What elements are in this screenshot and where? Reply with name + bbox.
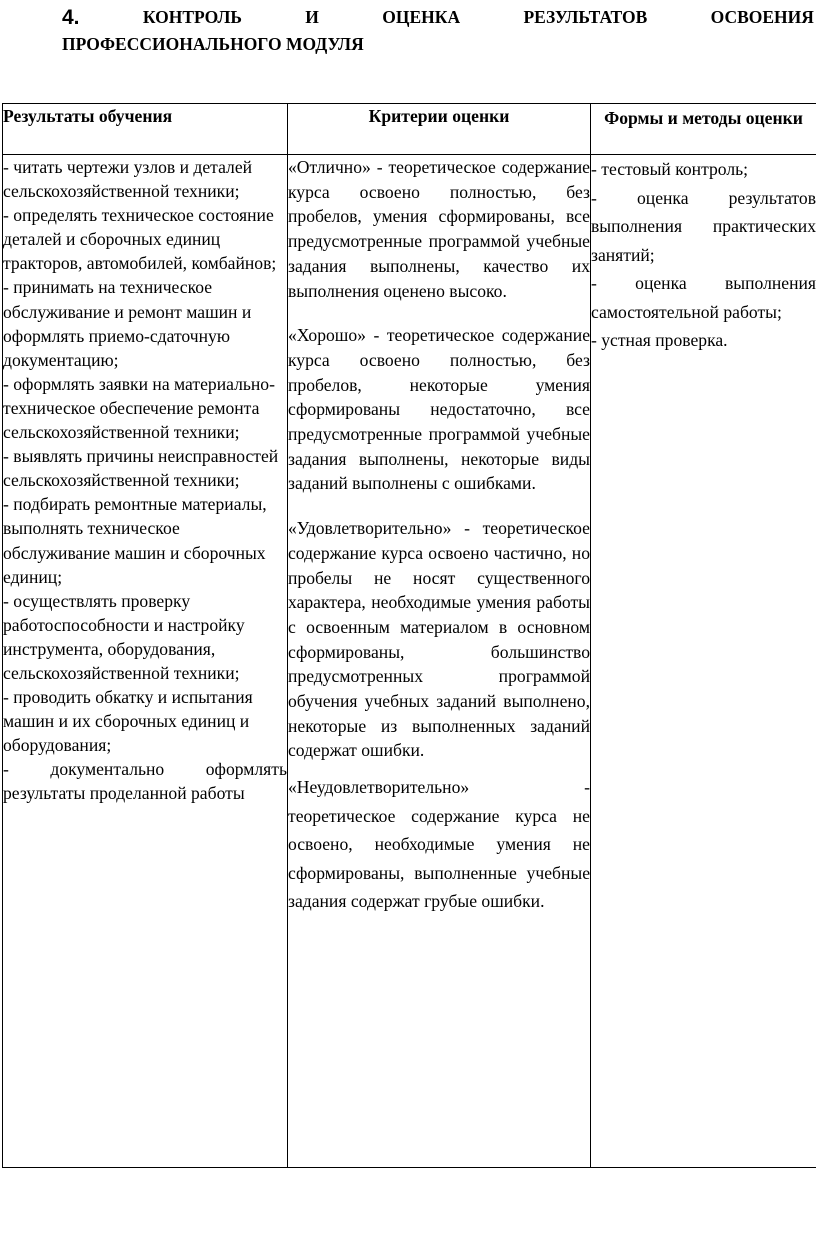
header-criteria: Критерии оценки: [288, 104, 591, 155]
heading-word: РЕЗУЛЬТАТОВ: [523, 7, 648, 27]
result-item: - подбирать ремонтные материалы, выполнять техническое обслуживание машин и сборочных единиц;: [3, 494, 267, 587]
criteria-excellent: «Отлично» - теоретическое содержание курса освоено полностью, без пробелов, умения сформированы, все предусмотренные программой учебные задания выполнены, качество их выполнения оценено высоко.: [288, 157, 590, 301]
table-header-row: [3, 104, 816, 155]
forms-cell: [591, 155, 816, 1168]
result-item: - оформлять заявки на материально-техническое обеспечение ремонта сельскохозяйственной техники;: [3, 373, 275, 443]
results-cell: [3, 155, 288, 1168]
criteria-satisfactory: «Удовлетворительно» - теоретическое содержание курса освоено частично, но пробелы не носят существенного характера, необходимые умения работы с освоенным материалом в основном сформированы, большинство предусмотренных программой обучения учебных заданий выполнено, некоторые из выполненных заданий содержат ошибки.: [288, 518, 590, 761]
heading-word: И: [305, 7, 319, 27]
assessment-table: [2, 103, 816, 1168]
heading-line-2: ПРОФЕССИОНАЛЬНОГО МОДУЛЯ: [62, 34, 364, 54]
section-number: 4.: [62, 6, 80, 29]
criteria-good: «Хорошо» - теоретическое содержание курса освоено полностью, без пробелов, некоторые умения сформированы недостаточно, все предусмотренные программой учебные задания выполнены, некоторые виды заданий выполнены с ошибками.: [288, 325, 590, 494]
result-item: - определять техническое состояние деталей и сборочных единиц тракторов, автомобилей, комбайнов;: [3, 205, 277, 274]
form-item: - устная проверка.: [591, 330, 728, 350]
heading-line-1: [62, 4, 814, 31]
header-results: Результаты обучения: [3, 104, 288, 155]
heading-word: ОСВОЕНИЯ: [710, 7, 814, 27]
result-item: - осуществлять проверку работоспособности и настройку инструмента, оборудования, сельскохозяйственной техники;: [3, 590, 245, 683]
criteria-unsatisfactory: «Неудовлетворительно» - теоретическое содержание курса не освоено, необходимые умения не сформированы, выполненные учебные задания содержат грубые ошибки.: [288, 777, 590, 912]
heading-word: КОНТРОЛЬ: [142, 7, 242, 27]
form-item: - тестовый контроль;: [591, 159, 749, 179]
result-item: - документально оформлять результаты проделанной работы: [3, 759, 287, 804]
result-item: - читать чертежи узлов и деталей сельскохозяйственной техники;: [3, 157, 253, 202]
form-item: - оценка выполнения самостоятельной работы;: [591, 273, 816, 322]
header-forms: Формы и методы оценки: [591, 104, 816, 155]
heading-word: ОЦЕНКА: [382, 7, 461, 27]
result-item: - принимать на техническое обслуживание и ремонт машин и оформлять приемо-сдаточную документацию;: [3, 277, 252, 370]
form-item: - оценка результатов выполнения практических занятий;: [591, 187, 816, 265]
criteria-cell: [288, 155, 591, 1168]
table-row: [3, 155, 816, 1168]
result-item: - выявлять причины неисправностей сельскохозяйственной техники;: [3, 446, 279, 491]
section-heading: [62, 4, 814, 58]
result-item: - проводить обкатку и испытания машин и их сборочных единиц и оборудования;: [3, 687, 253, 756]
